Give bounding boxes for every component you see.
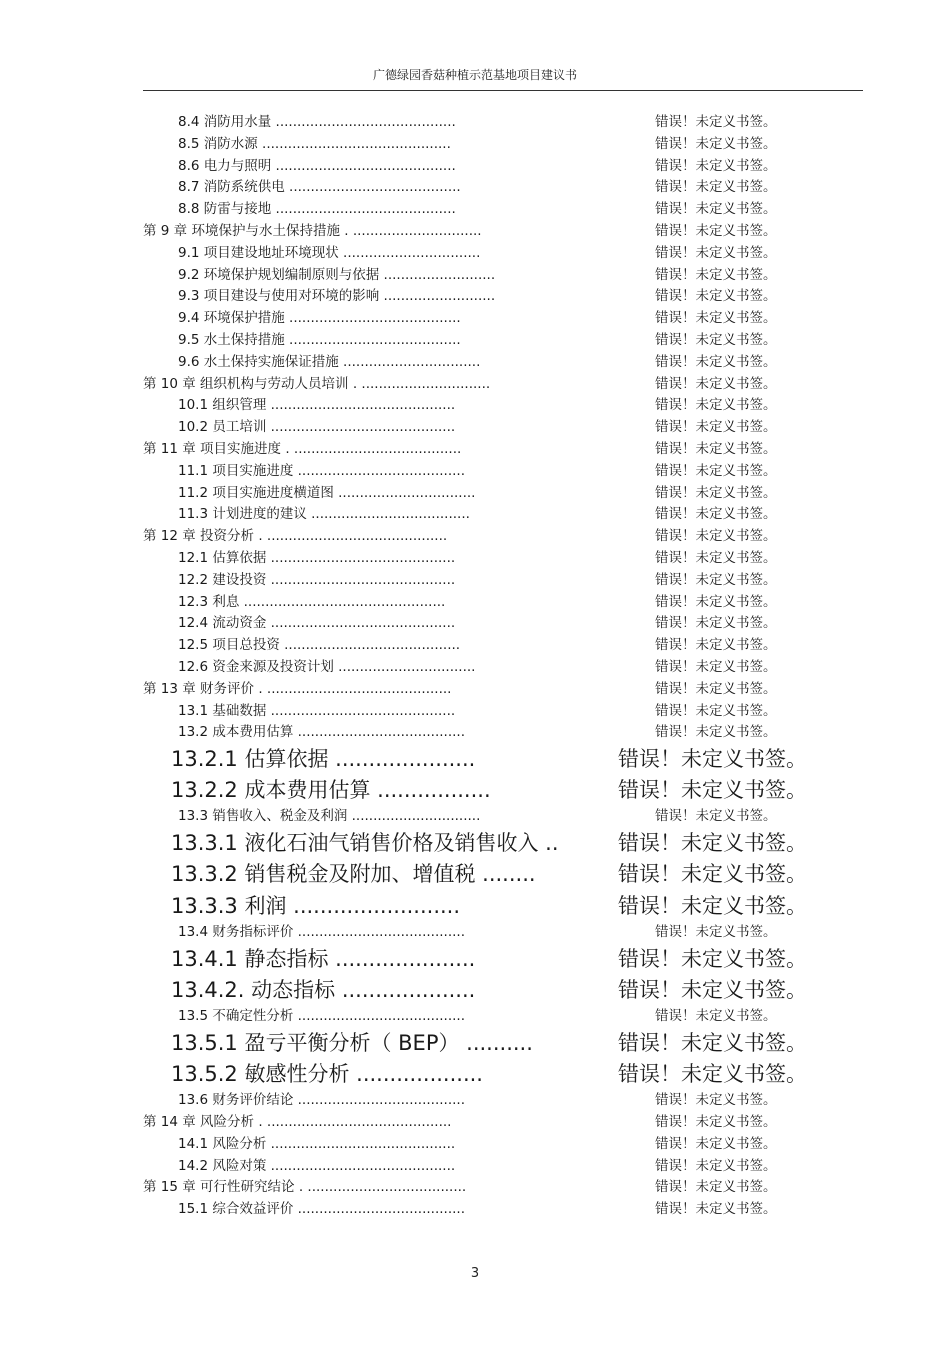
toc-entry[interactable] [0, 308, 950, 330]
toc-entry[interactable] [0, 199, 950, 221]
toc-entry-title: 14.2 风险对策 ........................................... [178, 1157, 456, 1174]
toc-entry-title: 第 14 章 风险分析 . ........................................... [143, 1113, 452, 1130]
toc-entry-page-ref: 错误！未定义书签。 [655, 658, 777, 675]
toc-entry-title: 9.3 项目建设与使用对环境的影响 .......................... [178, 288, 496, 305]
toc-entry-title: 9.6 水土保持实施保证措施 ................................ [178, 353, 481, 370]
toc-entry-page-ref: 错误！未定义书签。 [655, 724, 777, 741]
toc-entry-page-ref: 错误！未定义书签。 [655, 222, 777, 239]
toc-entry-page-ref: 错误！未定义书签。 [655, 397, 777, 414]
toc-entry-page-ref: 错误！未定义书签。 [618, 946, 807, 971]
toc-entry-title: 第 13 章 财务评价 . ........................................... [143, 680, 452, 697]
toc-entry-page-ref: 错误！未定义书签。 [655, 549, 777, 566]
toc-entry[interactable] [0, 1177, 950, 1199]
toc-entry[interactable] [0, 1028, 950, 1059]
toc-entry-title: 第 12 章 投资分析 . .......................................... [143, 528, 448, 545]
toc-entry[interactable] [0, 701, 950, 723]
toc-entry-title: 11.1 项目实施进度 ....................................... [178, 462, 466, 479]
toc-entry-title: 13.5 不确定性分析 ....................................... [178, 1008, 466, 1025]
toc-entry-page-ref: 错误！未定义书签。 [655, 808, 777, 825]
toc-entry[interactable] [0, 1090, 950, 1112]
toc-entry-title: 9.2 环境保护规划编制原则与依据 .......................... [178, 266, 496, 283]
toc-entry-page-ref: 错误！未定义书签。 [655, 353, 777, 370]
toc-entry-title: 11.3 计划进度的建议 ..................................... [178, 506, 470, 523]
toc-entry-page-ref: 错误！未定义书签。 [655, 923, 777, 940]
toc-entry[interactable] [0, 1006, 950, 1028]
toc-entry-page-ref: 错误！未定义书签。 [655, 680, 777, 697]
toc-entry-title: 12.1 估算依据 ........................................... [178, 549, 456, 566]
toc-entry-title: 13.4 财务指标评价 ....................................... [178, 923, 466, 940]
toc-entry-title: 13.5.2 敏感性分析 ................... [171, 1062, 483, 1086]
toc-entry[interactable] [0, 221, 950, 243]
toc-entry[interactable] [0, 243, 950, 265]
toc-entry-page-ref: 错误！未定义书签。 [618, 747, 807, 772]
toc-entry-page-ref: 错误！未定义书签。 [618, 893, 807, 918]
toc-entry-page-ref: 错误！未定义书签。 [618, 862, 807, 887]
toc-entry[interactable] [0, 806, 950, 828]
toc-entry-title: 9.4 环境保护措施 ........................................ [178, 310, 461, 327]
toc-entry[interactable] [0, 134, 950, 156]
toc-entry[interactable] [0, 504, 950, 526]
toc-entry-title: 12.3 利息 ............................................... [178, 593, 446, 610]
toc-entry-title: 13.3.3 利润 ......................... [171, 893, 461, 918]
toc-entry-title: 11.2 项目实施进度横道图 ................................ [178, 484, 476, 501]
toc-entry-page-ref: 错误！未定义书签。 [655, 484, 777, 501]
toc-entry-page-ref: 错误！未定义书签。 [655, 419, 777, 436]
toc-entry-title: 8.5 消防水源 ............................................ [178, 135, 451, 152]
toc-entry-title: 13.3 销售收入、税金及利润 .............................. [178, 808, 481, 825]
toc-entry[interactable] [0, 722, 950, 744]
toc-entry[interactable] [0, 944, 950, 975]
toc-entry-page-ref: 错误！未定义书签。 [655, 506, 777, 523]
toc-entry[interactable] [0, 1134, 950, 1156]
toc-entry[interactable] [0, 395, 950, 417]
toc-entry[interactable] [0, 286, 950, 308]
toc-entry-title: 12.6 资金来源及投资计划 ................................ [178, 658, 476, 675]
toc-entry-title: 13.2.1 估算依据 ..................... [171, 747, 476, 772]
toc-entry[interactable] [0, 417, 950, 439]
toc-entry-title: 9.1 项目建设地址环境现状 ................................ [178, 244, 481, 261]
toc-entry-page-ref: 错误！未定义书签。 [655, 593, 777, 610]
toc-entry-title: 12.4 流动资金 ........................................... [178, 615, 456, 632]
toc-entry[interactable] [0, 374, 950, 396]
toc-entry[interactable] [0, 483, 950, 505]
header-rule [143, 90, 863, 91]
toc-entry-title: 第 10 章 组织机构与劳动人员培训 . .............................. [143, 375, 491, 392]
toc-entry[interactable] [0, 657, 950, 679]
toc-entry[interactable] [0, 461, 950, 483]
toc-entry-page-ref: 错误！未定义书签。 [655, 288, 777, 305]
toc-entry[interactable] [0, 156, 950, 178]
toc-entry-title: 8.4 消防用水量 .......................................... [178, 114, 456, 130]
toc-entry-page-ref: 错误！未定义书签。 [655, 440, 777, 457]
toc-entry-page-ref: 错误！未定义书签。 [655, 1157, 777, 1174]
toc-entry[interactable] [0, 592, 950, 614]
toc-entry-title: 8.8 防雷与接地 .......................................... [178, 201, 456, 218]
toc-entry-page-ref: 错误！未定义书签。 [655, 1201, 777, 1218]
toc-entry-page-ref: 错误！未定义书签。 [655, 310, 777, 327]
toc-entry-page-ref: 错误！未定义书签。 [655, 462, 777, 479]
toc-entry[interactable] [0, 635, 950, 657]
toc-entry-title: 13.6 财务评价结论 ....................................... [178, 1092, 466, 1109]
toc-entry-title: 9.5 水土保持措施 ........................................ [178, 331, 461, 348]
toc-entry[interactable] [0, 526, 950, 548]
toc-entry-title: 14.1 风险分析 ........................................... [178, 1135, 456, 1152]
toc-entry[interactable] [0, 744, 950, 775]
toc-entry[interactable] [0, 265, 950, 287]
toc-entry[interactable] [0, 922, 950, 944]
toc-entry-page-ref: 错误！未定义书签。 [655, 1179, 777, 1196]
toc-entry-page-ref: 错误！未定义书签。 [655, 1135, 777, 1152]
toc-entry[interactable] [0, 775, 950, 806]
toc-entry-title: 13.4.1 静态指标 ..................... [171, 946, 476, 971]
toc-entry-title: 第 9 章 环境保护与水土保持措施 . .............................. [143, 222, 482, 239]
toc-entry-title: 10.1 组织管理 ........................................... [178, 397, 456, 414]
toc-entry-page-ref: 错误！未定义书签。 [618, 831, 807, 856]
toc-entry-title: 13.1 基础数据 ........................................... [178, 702, 456, 719]
toc-entry-page-ref: 错误！未定义书签。 [655, 244, 777, 261]
toc-entry-title: 13.2 成本费用估算 ....................................... [178, 724, 466, 741]
toc-entry-title: 第 11 章 项目实施进度 . ....................................... [143, 440, 462, 457]
toc-entry[interactable] [0, 177, 950, 199]
toc-entry-page-ref: 错误！未定义书签。 [655, 571, 777, 588]
toc-entry-title: 15.1 综合效益评价 ....................................... [178, 1201, 466, 1218]
toc-entry-title: 12.5 项目总投资 ......................................... [178, 637, 461, 654]
toc-entry-page-ref: 错误！未定义书签。 [655, 1113, 777, 1130]
toc-entry[interactable] [0, 112, 950, 134]
toc-entry-title: 13.3.2 销售税金及附加、增值税 ........ [171, 862, 536, 887]
toc-entry[interactable] [0, 859, 950, 890]
toc-entry-title: 8.6 电力与照明 .......................................... [178, 157, 456, 174]
toc-entry[interactable] [0, 891, 950, 922]
toc-entry[interactable] [0, 352, 950, 374]
toc-entry-title: 12.2 建设投资 ........................................... [178, 571, 456, 588]
toc-entry[interactable] [0, 679, 950, 701]
toc-entry-page-ref: 错误！未定义书签。 [655, 201, 777, 218]
toc-entry[interactable] [0, 548, 950, 570]
toc-entry[interactable] [0, 1156, 950, 1178]
toc-entry-page-ref: 错误！未定义书签。 [618, 1030, 807, 1055]
toc-entry-page-ref: 错误！未定义书签。 [618, 1062, 807, 1086]
toc-entry[interactable] [0, 330, 950, 352]
toc-entry-title: 13.4.2. 动态指标 .................... [171, 977, 476, 1002]
toc-entry-title: 13.2.2 成本费用估算 ................. [171, 778, 491, 803]
toc-entry-page-ref: 错误！未定义书签。 [655, 615, 777, 632]
toc-entry-page-ref: 错误！未定义书签。 [655, 1092, 777, 1109]
toc-entry-title: 13.5.1 盈亏平衡分析（ BEP） .......... [171, 1030, 533, 1055]
toc-entry-page-ref: 错误！未定义书签。 [655, 702, 777, 719]
toc-entry-page-ref: 错误！未定义书签。 [655, 179, 777, 196]
toc-entry-page-ref: 错误！未定义书签。 [655, 375, 777, 392]
toc-entry-page-ref: 错误！未定义书签。 [655, 637, 777, 654]
toc-entry[interactable] [0, 1199, 950, 1221]
toc-entry[interactable] [0, 975, 950, 1006]
toc-entry-page-ref: 错误！未定义书签。 [655, 266, 777, 283]
toc-entry[interactable] [0, 1112, 950, 1134]
toc-entry-page-ref: 错误！未定义书签。 [618, 977, 807, 1002]
toc-entry[interactable] [0, 1059, 950, 1090]
toc-entry-page-ref: 错误！未定义书签。 [618, 778, 807, 803]
toc-entry[interactable] [0, 828, 950, 859]
toc-entry-title: 第 15 章 可行性研究结论 . ..................................... [143, 1179, 467, 1196]
toc-entry-title: 10.2 员工培训 ........................................... [178, 419, 456, 436]
toc-entry-page-ref: 错误！未定义书签。 [655, 157, 777, 174]
table-of-contents [0, 112, 950, 1221]
toc-entry[interactable] [0, 439, 950, 461]
page-number: 3 [470, 1266, 480, 1281]
toc-entry-title: 13.3.1 液化石油气销售价格及销售收入 .. [171, 831, 559, 856]
toc-entry-page-ref: 错误！未定义书签。 [655, 528, 777, 545]
toc-entry-page-ref: 错误！未定义书签。 [655, 114, 777, 130]
toc-entry[interactable] [0, 570, 950, 592]
toc-entry-title: 8.7 消防系统供电 ........................................ [178, 179, 461, 196]
toc-entry-page-ref: 错误！未定义书签。 [655, 331, 777, 348]
toc-entry[interactable] [0, 613, 950, 635]
page-header-title: 广德绿园香菇种植示范基地项目建议书 [372, 68, 577, 82]
toc-entry-page-ref: 错误！未定义书签。 [655, 1008, 777, 1025]
toc-entry-page-ref: 错误！未定义书签。 [655, 135, 777, 152]
